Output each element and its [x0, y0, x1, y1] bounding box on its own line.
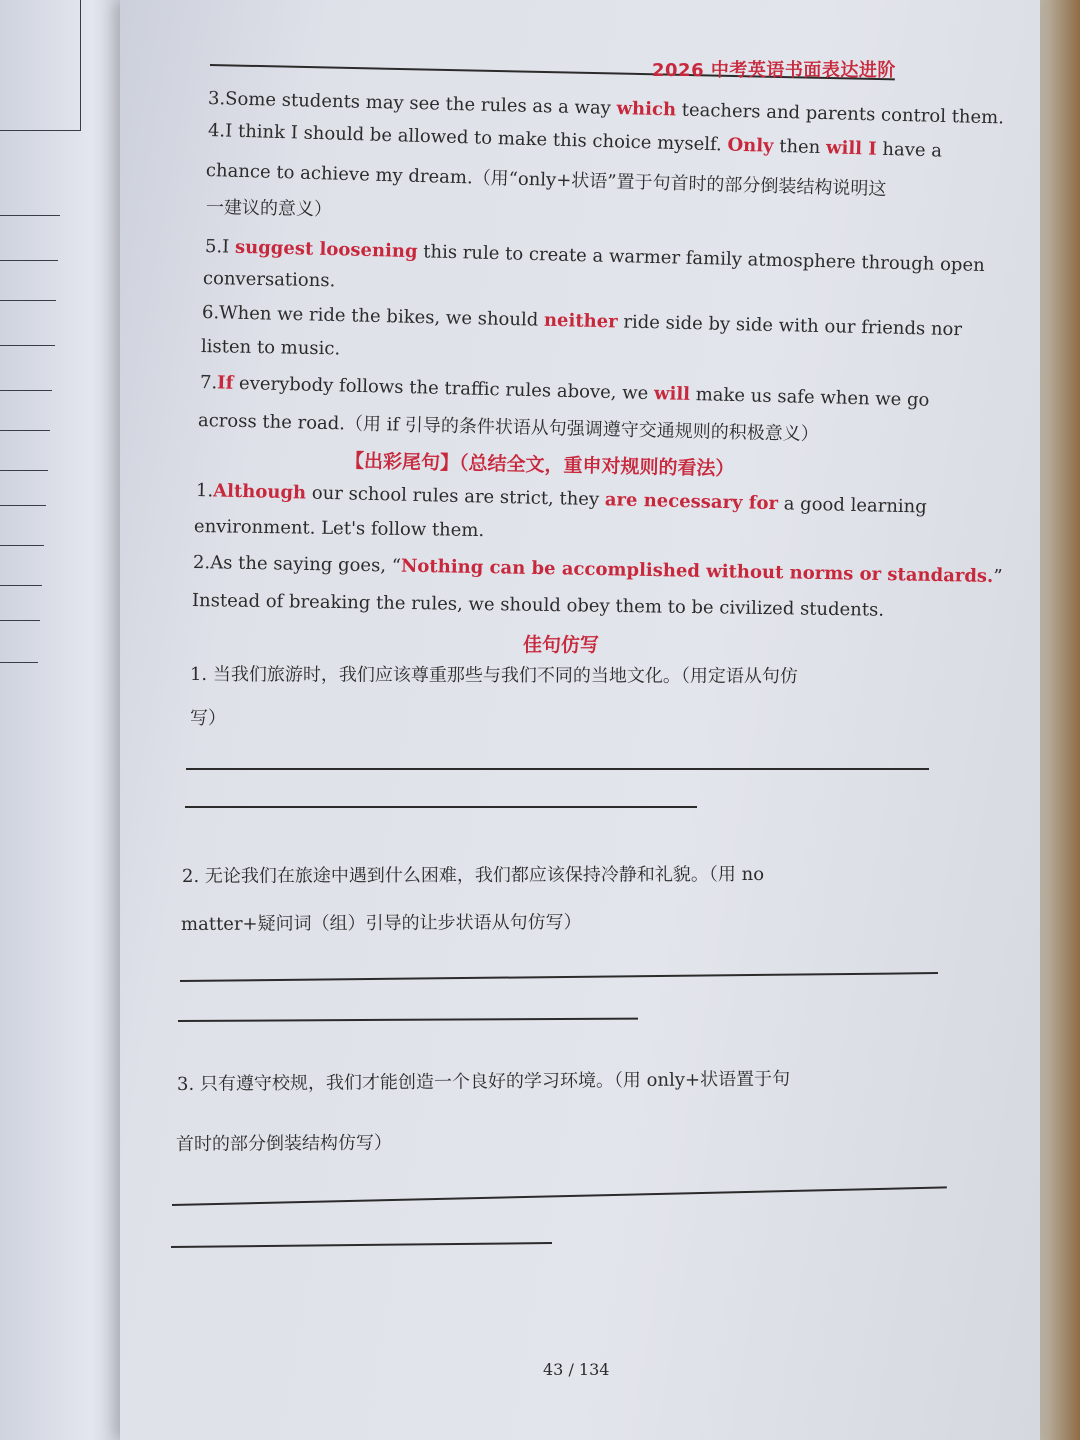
highlight-text: are necessary for [604, 489, 779, 515]
text-run: 7. [199, 372, 218, 394]
answer-line[interactable] [186, 768, 929, 770]
sentence-4-line-2: chance to achieve my dream.（用“only+状语”置于句首时的部分倒装结构说明这 [205, 160, 887, 201]
text-run: make us safe when we go [689, 383, 930, 411]
previous-page-edge [0, 0, 130, 1440]
question-3-line-1: 3. 只有遵守校规，我们才能创造一个良好的学习环境。（用 only+状语置于句 [176, 1068, 791, 1095]
question-2-line-1: 2. 无论我们在旅途中遇到什么困难，我们都应该保持冷静和礼貌。（用 no [181, 863, 765, 887]
highlight-text: Nothing can be accomplished without norms or standards. [400, 555, 994, 587]
sentence-5-line-2: conversations. [202, 268, 336, 292]
question-1-line-1: 1. 当我们旅游时，我们应该尊重那些与我们不同的当地文化。（用定语从句仿 [189, 664, 798, 688]
header-title: 2026 中考英语书面表达进阶 [652, 60, 896, 81]
text-run: our school rules are strict, they [305, 482, 606, 511]
text-run: ” [993, 565, 1003, 588]
text-run: 1. [195, 480, 214, 502]
highlight-text: will I [825, 137, 878, 160]
previous-page-rule [0, 390, 52, 391]
previous-page-rule [0, 260, 58, 261]
text-run: have a [876, 138, 943, 162]
imitation-section-heading: 佳句仿写 [523, 634, 600, 656]
sentence-7-line-2: across the road.（用 if 引导的条件状语从句强调遵守交通规则的积极意义） [197, 410, 819, 446]
previous-page-rule [0, 430, 50, 431]
highlight-text: If [216, 372, 234, 394]
text-run: 4.I think I should be allowed to make this choice myself. [207, 120, 728, 156]
ending-sentence-2-line-2: Instead of breaking the rules, we should obey them to be civilized students. [191, 590, 885, 621]
previous-page-rule [0, 345, 55, 346]
previous-page-rule [0, 545, 44, 546]
previous-page-rule [0, 505, 46, 506]
text-run: ride side by side with our friends nor [617, 311, 963, 341]
sentence-6-line-2: listen to music. [200, 336, 341, 360]
sentence-4-line-3: 一建议的意义） [205, 197, 333, 221]
highlight-text: Although [212, 480, 307, 504]
text-run: 6.When we ride the bikes, we should [201, 302, 545, 331]
highlight-text: will [653, 383, 691, 405]
ending-sentence-1-line-2: environment. Let's follow them. [193, 516, 485, 542]
ending-section-heading: 【出彩尾句】（总结全文，重申对规则的看法） [344, 449, 735, 481]
previous-page-box [0, 0, 81, 131]
text-run: 3.Some students may see the rules as a way [207, 88, 617, 119]
previous-page-rule [0, 662, 38, 663]
text-run: then [773, 135, 827, 159]
highlight-text: Only [727, 134, 774, 157]
question-1-line-2: 写） [190, 708, 226, 729]
text-run: 5.I [204, 236, 236, 258]
text-run: a good learning [777, 493, 928, 518]
answer-line[interactable] [185, 806, 697, 808]
text-run: everybody follows the traffic rules above, we [233, 372, 655, 405]
previous-page-rule [0, 215, 60, 216]
page-number: 43 / 134 [543, 1360, 610, 1379]
question-3-line-2: 首时的部分倒装结构仿写） [175, 1132, 393, 1155]
previous-page-rule [0, 585, 42, 586]
text-run: this rule to create a warmer family atmosphere through open [417, 241, 985, 277]
highlight-text: suggest loosening [234, 236, 418, 263]
previous-page-rule [0, 470, 48, 471]
previous-page-rule [0, 300, 56, 301]
highlight-text: which [616, 97, 677, 121]
previous-page-rule [0, 620, 40, 621]
text-run: 2.As the saying goes, “ [192, 552, 402, 577]
text-run: teachers and parents control them. [675, 99, 1005, 129]
question-2-line-2: matter+疑问词（组）引导的让步状语从句仿写） [180, 911, 582, 935]
highlight-text: neither [543, 309, 618, 333]
